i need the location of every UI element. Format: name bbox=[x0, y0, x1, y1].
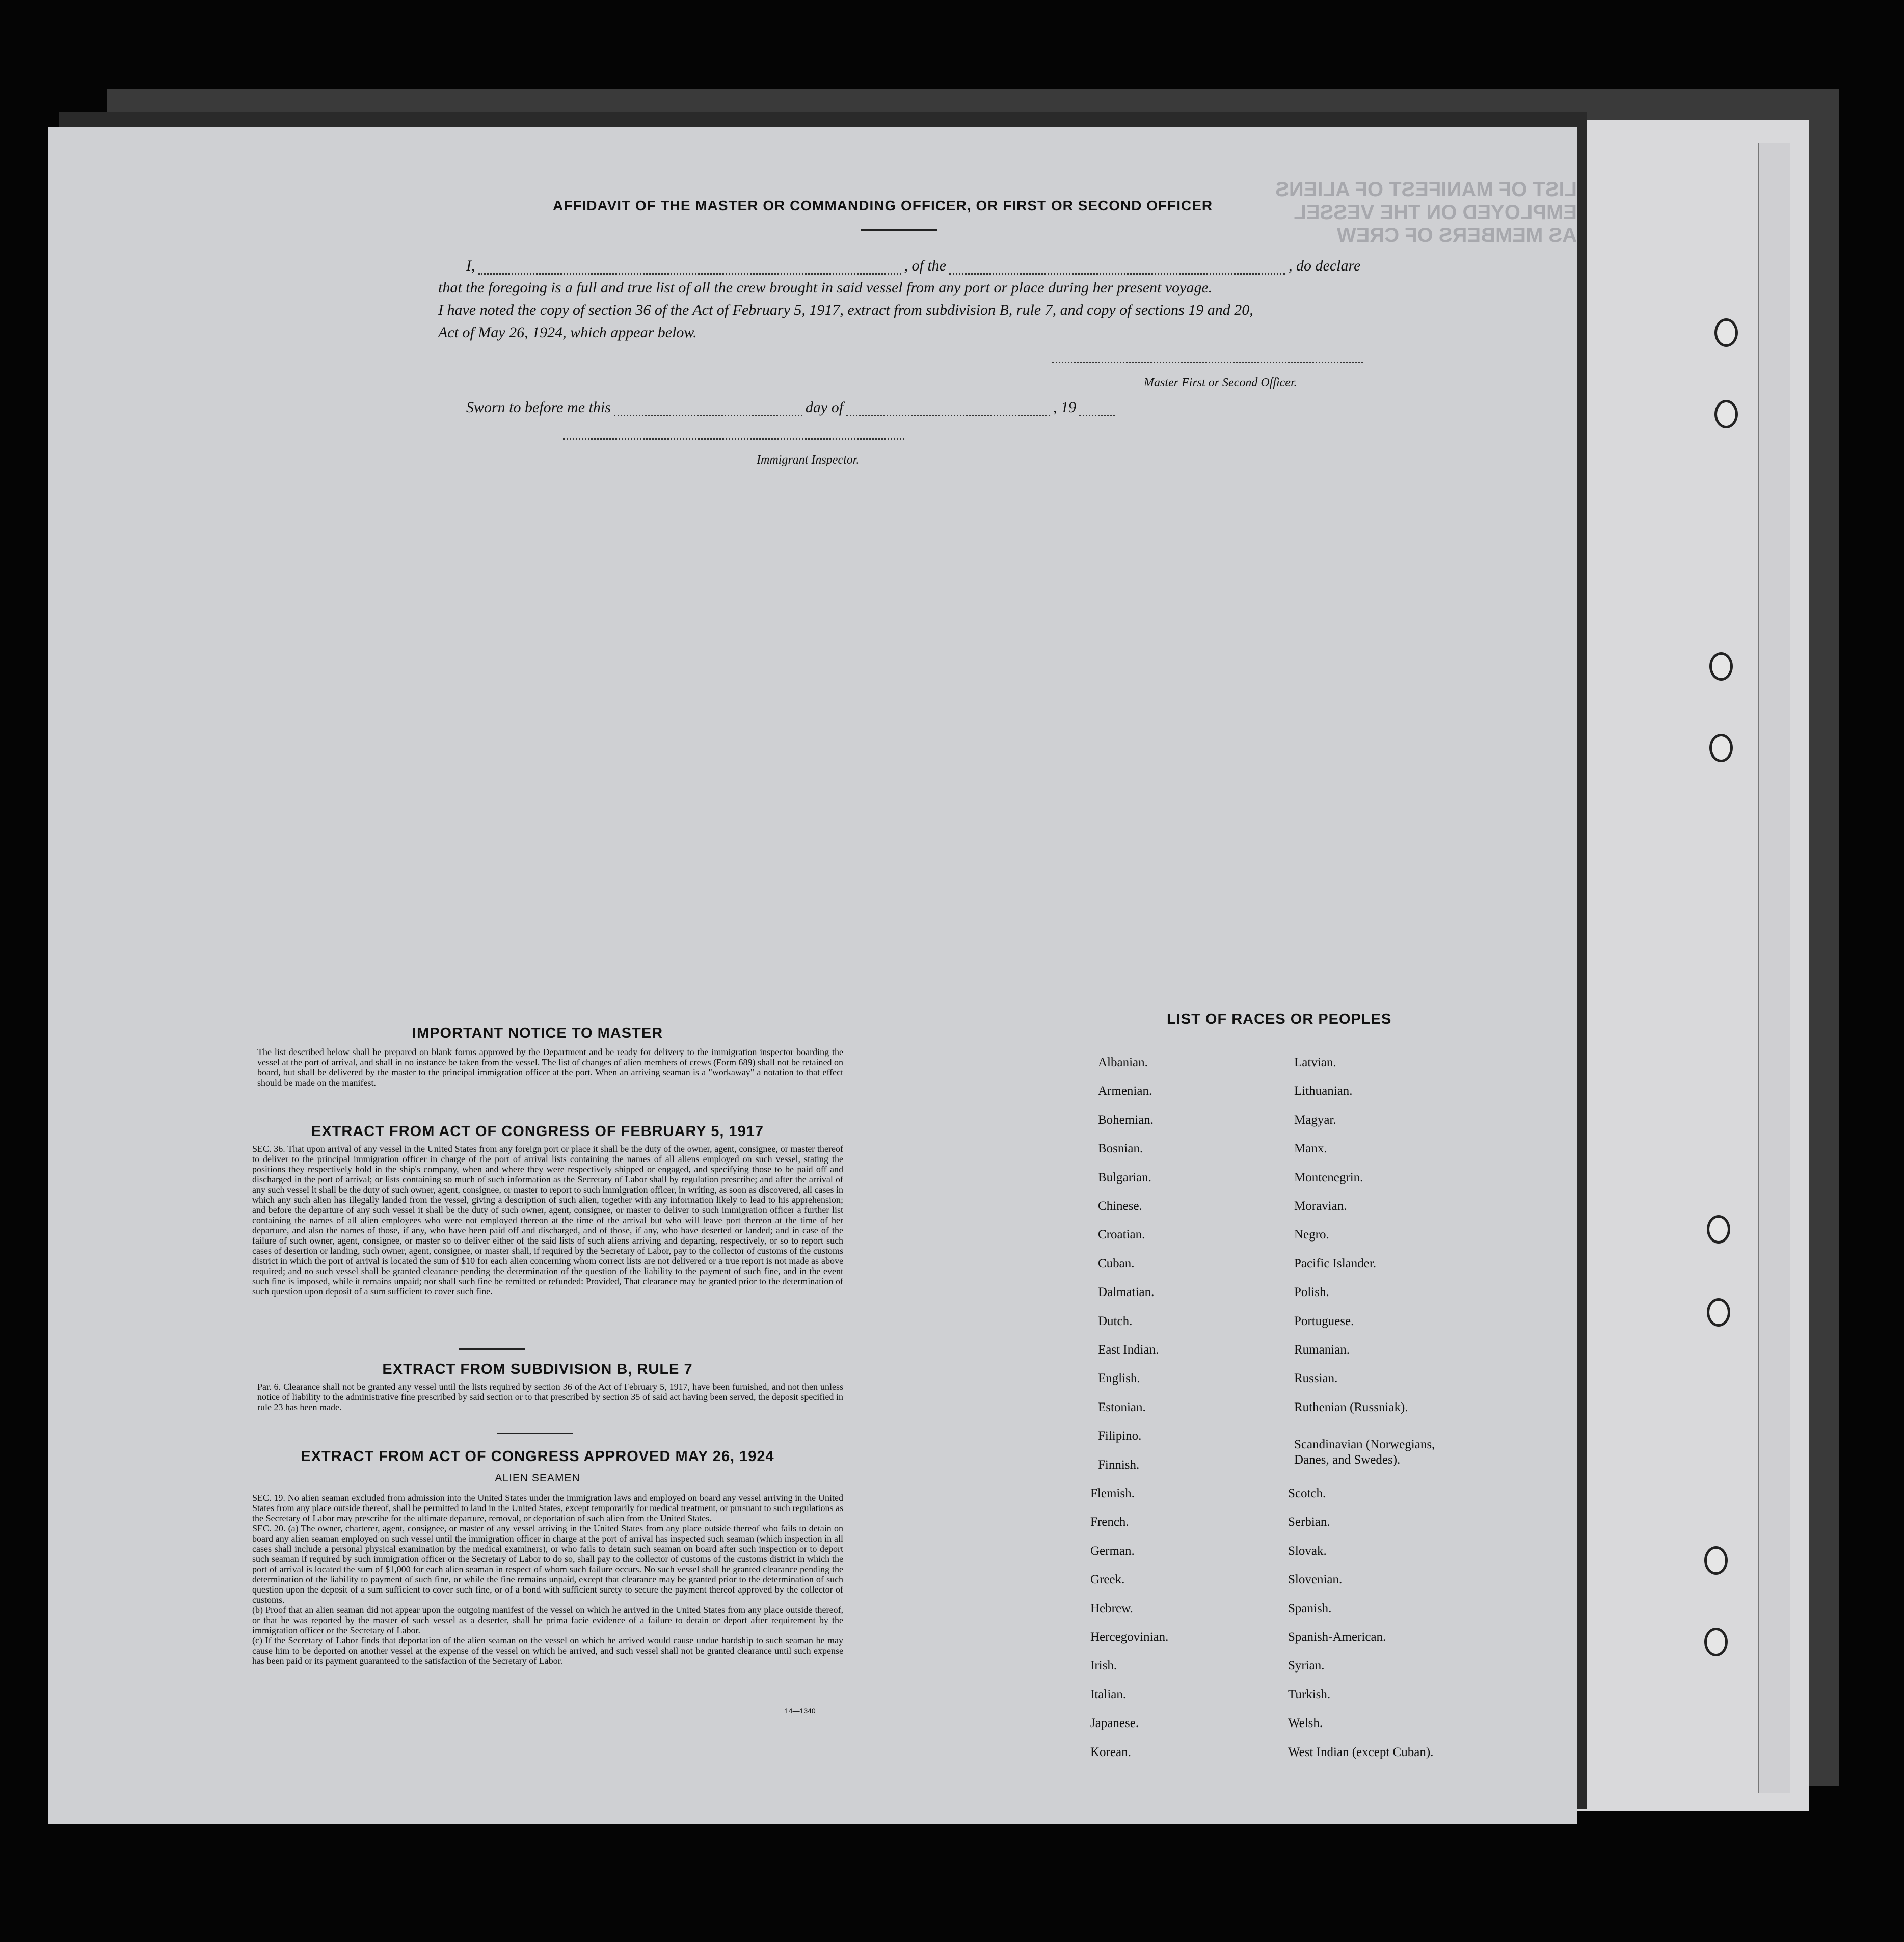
race-item: Filipino. bbox=[1098, 1429, 1142, 1443]
race-item: Montenegrin. bbox=[1294, 1170, 1363, 1184]
notice-text: The list described below shall be prepared on blank forms approved by the Department and be ready for delivery to the immigration inspector boarding the vessel at the port of arrival, and shall in no instance be taken from the vessel. The list of changes of alien members of crews (Form 689) shall not be retained on board, but shall be delivered by the master to the principal immigration officer at the port. When an arriving seaman is a "workaway" a notation to that effect should be made on the manifest. bbox=[257, 1047, 843, 1088]
extract2-heading: EXTRACT FROM SUBDIVISION B, RULE 7 bbox=[382, 1361, 693, 1378]
race-item: Scotch. bbox=[1288, 1487, 1326, 1500]
inspector-label: Immigrant Inspector. bbox=[757, 453, 860, 467]
race-item: German. bbox=[1090, 1544, 1135, 1558]
sec20c-text: (c) If the Secretary of Labor finds that deportation of the alien seaman on the vessel on which he arrived would cause undue hardship to such seaman he may cause him to be deported on another vessel at the expense of the vessel on which he arrived, and such vessel shall not be granted clearance until such expense has been paid or its payment guaranteed to the satisfaction of the Secretary of Labor. bbox=[252, 1635, 843, 1666]
affidavit-line4: Act of May 26, 1924, which appear below. bbox=[438, 324, 697, 341]
race-item: Pacific Islander. bbox=[1294, 1256, 1377, 1271]
sworn-line bbox=[466, 399, 1230, 416]
race-item: Japanese. bbox=[1090, 1716, 1139, 1731]
affidavit-line1 bbox=[466, 257, 1383, 275]
binder-hole bbox=[1707, 1298, 1730, 1327]
extract1-text: SEC. 36. That upon arrival of any vessel in the United States from any foreign port or place it shall be the duty of the owner, agent, consignee, or master thereof to deliver to the principal immigration officer in charge of the port of arrival lists containing the names of all aliens employed on such vessel, stating the positions they respectively hold in the ship's company, when and where they were respectively shipped or engaged, and specifying those to be paid off and discharged in the port of arrival; or lists containing so much of such information as the Secretary of Labor shall by regulation prescribe; and after the arrival of any such vessel it shall be the duty of such owner, agent, consignee, or master to report to such immigration officer, in writing, as soon as discovered, all cases in which any such alien has illegally landed from the vessel, giving a description of such alien, together with any information likely to lead to his apprehension; and before the departure of any such vessel it shall be the duty of such owner, agent, consignee, or master to deliver to such immigration officer a further list containing the names of all alien employees who were not employed thereon at the time of the arrival but who will leave port thereon at the time of her departure, and also the names of those, if any, who have been paid off and discharged, and of those, if any, who have deserted or landed; and in case of the failure of such owner, agent, consignee, or master so to deliver either of the said lists of such aliens arriving and departing, respectively, or so to report such cases of desertion or landing, such owner, agent, consignee, or master shall, if required by the Secretary of Labor, pay to the collector of customs of the customs district in which the port of arrival is located the sum of $10 for each alien concerning whom correct lists are not delivered or a true report is not made as above required; and no such vessel shall be granted clearance pending the determination of the question of the liability to the payment of such fine, and in the event such fine is imposed, while it remains unpaid; nor shall such fine be remitted or refunded: Provided, That clearance may be granted prior to the determination of such question upon deposit of a sum sufficient to cover such fine. bbox=[252, 1144, 843, 1297]
race-item: Irish. bbox=[1090, 1659, 1117, 1673]
race-item: Bohemian. bbox=[1098, 1113, 1154, 1127]
race-item: Scandinavian (Norwegians, bbox=[1294, 1438, 1435, 1451]
race-item: Moravian. bbox=[1294, 1199, 1347, 1213]
race-item: Armenian. bbox=[1098, 1084, 1152, 1098]
inspector-signature-line[interactable] bbox=[563, 438, 904, 440]
master-signature-line[interactable] bbox=[1052, 362, 1363, 363]
race-item: Slovak. bbox=[1288, 1544, 1327, 1558]
bleed-through-title: LIST OF MANIFEST OF ALIENS EMPLOYED ON THE VESSEL AS MEMBERS OF CREW bbox=[1275, 178, 1577, 247]
race-item: Syrian. bbox=[1288, 1659, 1325, 1673]
race-item: Negro. bbox=[1294, 1228, 1329, 1242]
race-item: Hebrew. bbox=[1090, 1601, 1133, 1615]
name-blank[interactable] bbox=[478, 273, 901, 275]
binder-hole bbox=[1709, 734, 1733, 762]
of-the-label: , of the bbox=[904, 257, 946, 274]
affidavit-line2: that the foregoing is a full and true list of all the crew brought in said vessel from any port or place during her present voyage. bbox=[438, 279, 1213, 296]
i-label: I, bbox=[466, 257, 475, 274]
race-item: Ruthenian (Russniak). bbox=[1294, 1400, 1408, 1414]
race-item: Italian. bbox=[1090, 1687, 1127, 1702]
binder-hole bbox=[1714, 318, 1738, 347]
binder-hole bbox=[1707, 1215, 1730, 1244]
race-item: Polish. bbox=[1294, 1285, 1329, 1300]
race-item: Albanian. bbox=[1098, 1056, 1148, 1069]
back-sheet-edge bbox=[1758, 143, 1790, 1793]
race-item: Serbian. bbox=[1288, 1515, 1330, 1529]
sworn-day-blank[interactable] bbox=[614, 415, 802, 416]
sworn-month-blank[interactable] bbox=[846, 415, 1050, 416]
races-heading: LIST OF RACES OR PEOPLES bbox=[1167, 1011, 1392, 1028]
race-item: Lithuanian. bbox=[1294, 1084, 1353, 1098]
extract1-heading: EXTRACT FROM ACT OF CONGRESS OF FEBRUARY 5, 1917 bbox=[311, 1123, 764, 1140]
sworn-label: Sworn to before me this bbox=[466, 399, 611, 416]
day-of-label: day of bbox=[805, 399, 844, 416]
binder-hole bbox=[1709, 652, 1733, 681]
binder-hole bbox=[1704, 1628, 1728, 1656]
sec19-text: SEC. 19. No alien seaman excluded from admission into the United States under the immigration laws and employed on board any vessel arriving in the United States from any place outside thereof, shall be permitted to land in the United States, except temporarily for medical treatment, or pursuant to such regulations as the Secretary of Labor may prescribe for the ultimate departure, removal, or deportation of such alien from the United States. bbox=[252, 1493, 843, 1523]
race-item: Latvian. bbox=[1294, 1056, 1336, 1069]
race-item: Slovenian. bbox=[1288, 1573, 1343, 1587]
race-item: Russian. bbox=[1294, 1371, 1338, 1386]
race-item: Rumanian. bbox=[1294, 1343, 1350, 1357]
year-label: , 19 bbox=[1053, 399, 1077, 416]
race-item: Dutch. bbox=[1098, 1314, 1133, 1328]
affidavit-line3: I have noted the copy of section 36 of the Act of February 5, 1917, extract from subdivision B, rule 7, and copy of sections 19 and 20, bbox=[438, 302, 1253, 318]
divider bbox=[497, 1433, 573, 1434]
extract3-body bbox=[252, 1493, 843, 1666]
extract2-text: Par. 6. Clearance shall not be granted any vessel until the lists required by section 36 of the Act of February 5, 1917, have been furnished, and not then unless notice of liability to the administrative fine prescribed by said section or to that prescribed by section 35 of said act having been served, the deposit specified in rule 23 has been made. bbox=[257, 1382, 843, 1412]
sec20b-text: (b) Proof that an alien seaman did not appear upon the outgoing manifest of the vessel on which he arrived in the United States from any place outside thereof, or that he was reported by the master of such vessel as a deserter, shall be prima facie evidence of a failure to detain or deport after requirement by the immigration officer or the Secretary of Labor. bbox=[252, 1605, 843, 1635]
extract3-heading: EXTRACT FROM ACT OF CONGRESS APPROVED MAY 26, 1924 bbox=[301, 1448, 774, 1465]
divider bbox=[861, 229, 937, 231]
do-declare-label: , do declare bbox=[1289, 257, 1361, 274]
master-label: Master First or Second Officer. bbox=[1144, 376, 1297, 389]
race-item: West Indian (except Cuban). bbox=[1288, 1745, 1434, 1759]
affidavit-heading: AFFIDAVIT OF THE MASTER OR COMMANDING OFFICER, OR FIRST OR SECOND OFFICER bbox=[553, 198, 1213, 213]
vessel-blank[interactable] bbox=[949, 273, 1285, 275]
race-item: French. bbox=[1090, 1515, 1129, 1529]
race-item: Welsh. bbox=[1288, 1716, 1323, 1731]
race-item: Bulgarian. bbox=[1098, 1170, 1151, 1184]
notice-heading: IMPORTANT NOTICE TO MASTER bbox=[412, 1025, 663, 1041]
year-blank[interactable] bbox=[1079, 415, 1115, 416]
race-item: Danes, and Swedes). bbox=[1294, 1453, 1401, 1467]
race-item: Greek. bbox=[1090, 1573, 1125, 1587]
race-item: Turkish. bbox=[1288, 1687, 1331, 1702]
race-item: Hercegovinian. bbox=[1090, 1630, 1169, 1644]
race-item: Estonian. bbox=[1098, 1400, 1146, 1414]
divider bbox=[459, 1348, 525, 1350]
race-item: Cuban. bbox=[1098, 1256, 1135, 1271]
race-item: Spanish-American. bbox=[1288, 1630, 1386, 1644]
race-item: Manx. bbox=[1294, 1142, 1327, 1156]
race-item: Dalmatian. bbox=[1098, 1285, 1155, 1300]
binder-hole bbox=[1714, 400, 1738, 428]
race-item: Finnish. bbox=[1098, 1458, 1140, 1472]
race-item: Spanish. bbox=[1288, 1601, 1332, 1615]
race-item: Chinese. bbox=[1098, 1199, 1142, 1213]
binder-hole bbox=[1704, 1546, 1728, 1575]
race-item: Korean. bbox=[1090, 1745, 1131, 1759]
race-item: Magyar. bbox=[1294, 1113, 1336, 1127]
race-item: English. bbox=[1098, 1371, 1140, 1386]
race-item: Portuguese. bbox=[1294, 1314, 1354, 1328]
race-item: East Indian. bbox=[1098, 1343, 1159, 1357]
race-item: Croatian. bbox=[1098, 1228, 1145, 1242]
extract3-subheading: ALIEN SEAMEN bbox=[495, 1472, 580, 1484]
sec20a-text: SEC. 20. (a) The owner, charterer, agent, consignee, or master of any vessel arriving in the United States from any place outside thereof who fails to detain on board any alien seaman employed on such vessel until the immigration officer in charge at the port of arrival has inspected such seaman (which inspection in all cases shall include a personal physical examination by the medical examiners), or who fails to detain such seaman on board after such inspection or to deport such seaman if required by such immigration officer or the Secretary of Labor to do so, shall pay to the collector of customs of the customs district in which the port of arrival is located the sum of $1,000 for each alien seaman in respect of whom such failure occurs. No such vessel shall be granted clearance pending the determination of the liability to payment of such fine, or while the fine remains unpaid, except that clearance may be granted prior to the determination of such question upon the deposit of a sum sufficient to cover such fine, or of a bond with sufficient surety to secure the payment thereof approved by the collector of customs. bbox=[252, 1523, 843, 1605]
race-item: Flemish. bbox=[1090, 1487, 1135, 1500]
form-number: 14—1340 bbox=[785, 1707, 816, 1715]
race-item: Bosnian. bbox=[1098, 1142, 1143, 1156]
